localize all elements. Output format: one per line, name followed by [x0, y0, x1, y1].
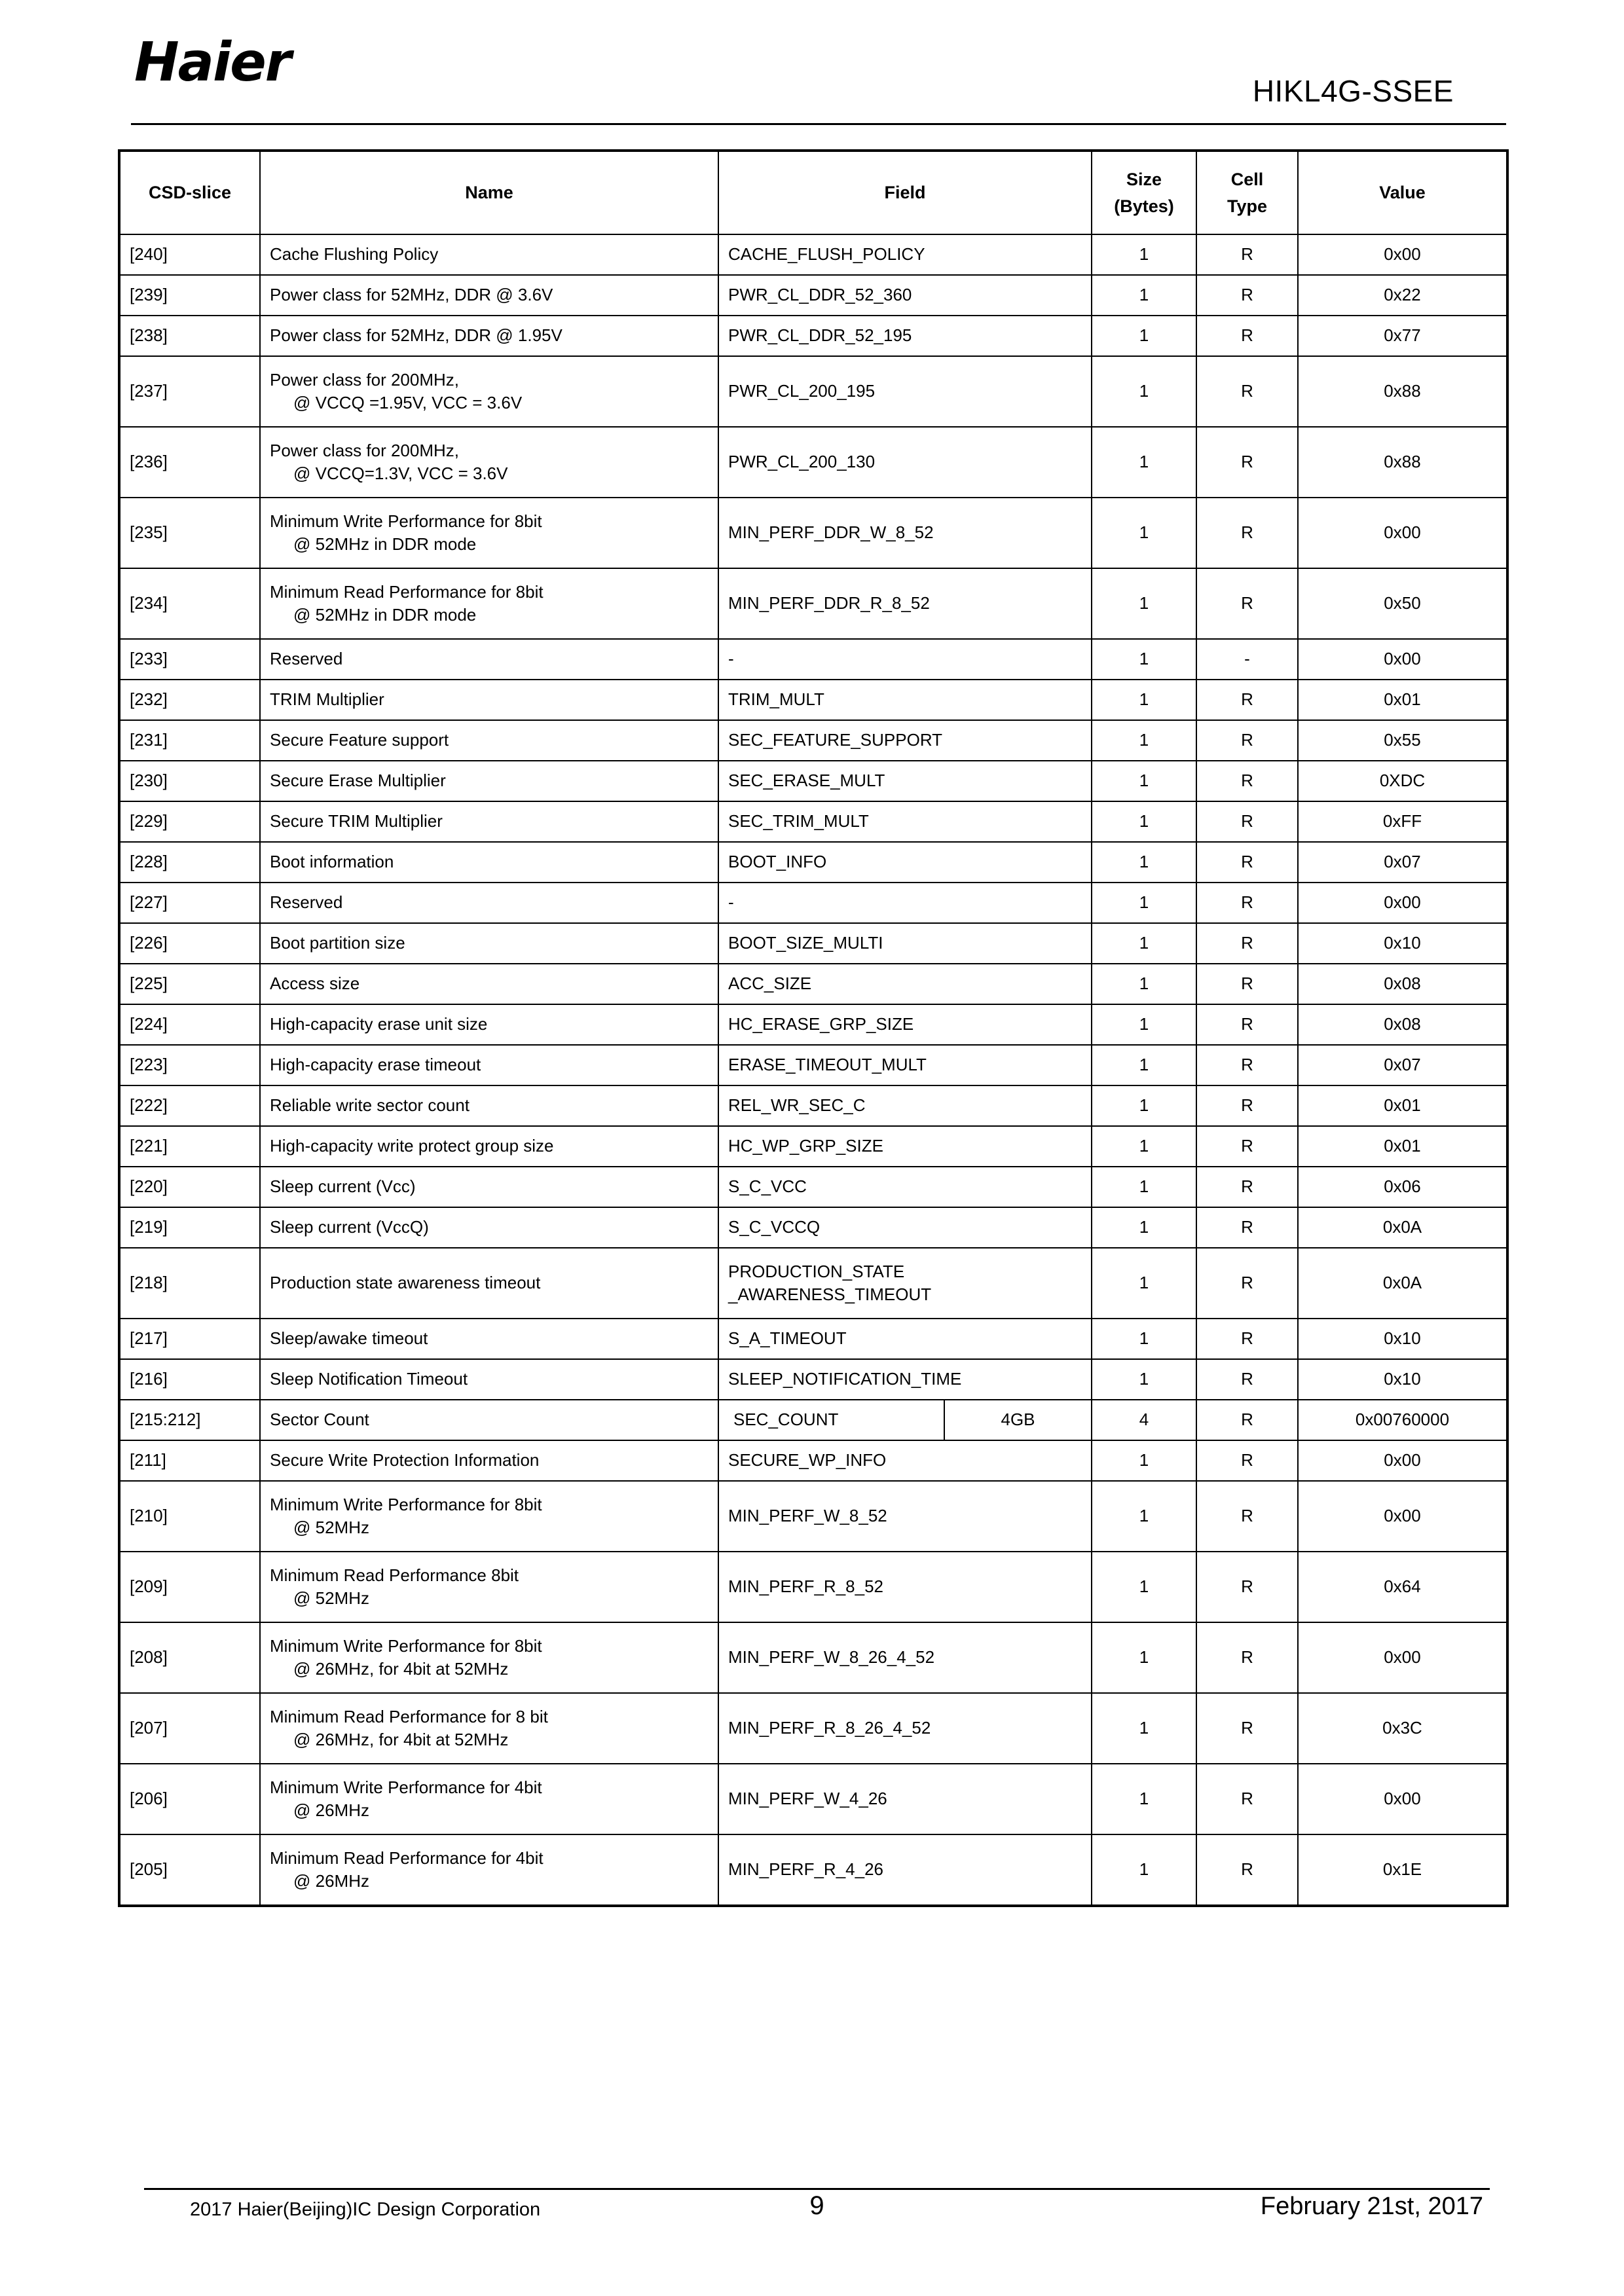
cell-value: 0x10 — [1298, 923, 1507, 964]
cell-value: 0x22 — [1298, 275, 1507, 316]
table-row — [119, 639, 1507, 680]
cell-size: 1 — [1092, 498, 1196, 568]
cell-csd-slice: [231] — [119, 720, 260, 761]
cell-size: 1 — [1092, 761, 1196, 801]
cell-name — [260, 498, 718, 568]
cell-name: Boot information — [260, 842, 718, 883]
col-header-size-line1: Size — [1126, 170, 1162, 189]
cell-csd-slice: [217] — [119, 1319, 260, 1359]
cell-field — [718, 1248, 1092, 1319]
cell-name: TRIM Multiplier — [260, 680, 718, 720]
cell-csd-slice: [229] — [119, 801, 260, 842]
cell-value: 0x08 — [1298, 1004, 1507, 1045]
cell-value: 0x88 — [1298, 356, 1507, 427]
cell-field: SEC_ERASE_MULT — [718, 761, 1092, 801]
cell-csd-slice: [238] — [119, 316, 260, 356]
cell-value: 0XDC — [1298, 761, 1507, 801]
cell-field: MIN_PERF_W_4_26 — [718, 1764, 1092, 1834]
cell-size: 1 — [1092, 1359, 1196, 1400]
cell-name: Access size — [260, 964, 718, 1004]
cell-field: PWR_CL_DDR_52_360 — [718, 275, 1092, 316]
cell-name: Sleep current (Vcc) — [260, 1167, 718, 1207]
cell-field: ACC_SIZE — [718, 964, 1092, 1004]
cell-csd-slice: [233] — [119, 639, 260, 680]
cell-size: 1 — [1092, 1319, 1196, 1359]
table-row — [119, 1359, 1507, 1400]
cell-csd-slice: [230] — [119, 761, 260, 801]
cell-name: High-capacity write protect group size — [260, 1126, 718, 1167]
cell-size: 1 — [1092, 883, 1196, 923]
cell-csd-slice: [224] — [119, 1004, 260, 1045]
cell-name: Power class for 52MHz, DDR @ 1.95V — [260, 316, 718, 356]
cell-cell-type: R — [1196, 568, 1298, 639]
table-row — [119, 923, 1507, 964]
table-row — [119, 568, 1507, 639]
cell-size: 1 — [1092, 923, 1196, 964]
cell-field: PWR_CL_DDR_52_195 — [718, 316, 1092, 356]
cell-csd-slice: [234] — [119, 568, 260, 639]
cell-value: 0x00 — [1298, 1440, 1507, 1481]
table-row — [119, 964, 1507, 1004]
cell-name-line2: @ VCCQ =1.95V, VCC = 3.6V — [293, 393, 523, 412]
page-header — [118, 26, 1506, 124]
cell-csd-slice: [225] — [119, 964, 260, 1004]
cell-name-line2: @ 26MHz, for 4bit at 52MHz — [293, 1659, 509, 1679]
table-row — [119, 680, 1507, 720]
cell-name: Cache Flushing Policy — [260, 234, 718, 275]
cell-value: 0x3C — [1298, 1693, 1507, 1764]
cell-size: 1 — [1092, 1248, 1196, 1319]
cell-size: 1 — [1092, 1167, 1196, 1207]
cell-cell-type: R — [1196, 1319, 1298, 1359]
cell-name: Secure TRIM Multiplier — [260, 801, 718, 842]
cell-name-line2: @ 52MHz — [293, 1518, 369, 1537]
header-divider — [131, 123, 1506, 125]
cell-csd-slice: [208] — [119, 1622, 260, 1693]
cell-value: 0x1E — [1298, 1834, 1507, 1906]
cell-cell-type: R — [1196, 1552, 1298, 1622]
cell-csd-slice: [207] — [119, 1693, 260, 1764]
cell-cell-type: R — [1196, 923, 1298, 964]
cell-name: High-capacity erase unit size — [260, 1004, 718, 1045]
cell-value: 0x77 — [1298, 316, 1507, 356]
cell-cell-type: R — [1196, 801, 1298, 842]
cell-value: 0x00 — [1298, 639, 1507, 680]
cell-cell-type: R — [1196, 427, 1298, 498]
cell-name — [260, 1552, 718, 1622]
cell-csd-slice: [227] — [119, 883, 260, 923]
cell-name-line1: Minimum Write Performance for 8bit — [270, 1635, 542, 1656]
table-row — [119, 275, 1507, 316]
cell-csd-slice: [235] — [119, 498, 260, 568]
cell-field: PWR_CL_200_195 — [718, 356, 1092, 427]
cell-value: 0x00 — [1298, 1764, 1507, 1834]
cell-csd-slice: [220] — [119, 1167, 260, 1207]
cell-field: PWR_CL_200_130 — [718, 427, 1092, 498]
cell-field: SEC_TRIM_MULT — [718, 801, 1092, 842]
cell-cell-type: R — [1196, 1693, 1298, 1764]
cell-name-line1: Minimum Write Performance for 8bit — [270, 511, 542, 531]
cell-size: 1 — [1092, 275, 1196, 316]
cell-name: Reliable write sector count — [260, 1085, 718, 1126]
cell-value: 0x07 — [1298, 1045, 1507, 1085]
cell-value: 0x00 — [1298, 498, 1507, 568]
cell-value: 0x00 — [1298, 1481, 1507, 1552]
cell-size: 1 — [1092, 427, 1196, 498]
table-row — [119, 1045, 1507, 1085]
cell-csd-slice: [236] — [119, 427, 260, 498]
footer-copyright: 2017 Haier(Beijing)IC Design Corporation — [190, 2199, 541, 2220]
cell-name: Secure Feature support — [260, 720, 718, 761]
page-footer — [118, 2188, 1506, 2236]
cell-value: 0x88 — [1298, 427, 1507, 498]
cell-csd-slice: [240] — [119, 234, 260, 275]
col-header-size — [1092, 151, 1196, 234]
col-header-field: Field — [718, 151, 1092, 234]
cell-csd-slice: [209] — [119, 1552, 260, 1622]
cell-name-line2: @ 52MHz in DDR mode — [293, 605, 477, 625]
cell-field: S_C_VCC — [718, 1167, 1092, 1207]
table-row — [119, 720, 1507, 761]
table-row — [119, 316, 1507, 356]
cell-csd-slice: [223] — [119, 1045, 260, 1085]
cell-value: 0x00760000 — [1298, 1400, 1507, 1440]
cell-field: CACHE_FLUSH_POLICY — [718, 234, 1092, 275]
cell-csd-slice: [239] — [119, 275, 260, 316]
col-header-size-line2: (Bytes) — [1114, 196, 1174, 216]
cell-value: 0x64 — [1298, 1552, 1507, 1622]
table-row — [119, 842, 1507, 883]
cell-field: S_C_VCCQ — [718, 1207, 1092, 1248]
cell-size: 1 — [1092, 842, 1196, 883]
cell-value: 0x00 — [1298, 1622, 1507, 1693]
cell-field: REL_WR_SEC_C — [718, 1085, 1092, 1126]
cell-field: MIN_PERF_W_8_26_4_52 — [718, 1622, 1092, 1693]
cell-cell-type: R — [1196, 1440, 1298, 1481]
cell-csd-slice: [222] — [119, 1085, 260, 1126]
cell-name: Production state awareness timeout — [260, 1248, 718, 1319]
cell-csd-slice: [206] — [119, 1764, 260, 1834]
cell-cell-type: R — [1196, 1045, 1298, 1085]
cell-size: 1 — [1092, 1004, 1196, 1045]
cell-name: Power class for 52MHz, DDR @ 3.6V — [260, 275, 718, 316]
table-header — [119, 151, 1507, 234]
cell-field: MIN_PERF_W_8_52 — [718, 1481, 1092, 1552]
cell-cell-type: R — [1196, 275, 1298, 316]
cell-value: 0x0A — [1298, 1248, 1507, 1319]
cell-name: High-capacity erase timeout — [260, 1045, 718, 1085]
cell-csd-slice: [216] — [119, 1359, 260, 1400]
table-row — [119, 801, 1507, 842]
cell-name-line1: Power class for 200MHz, — [270, 369, 459, 390]
cell-name-line2: @ 26MHz, for 4bit at 52MHz — [293, 1730, 509, 1749]
cell-cell-type: R — [1196, 1004, 1298, 1045]
cell-csd-slice: [215:212] — [119, 1400, 260, 1440]
cell-field: TRIM_MULT — [718, 680, 1092, 720]
cell-field: SECURE_WP_INFO — [718, 1440, 1092, 1481]
table-row — [119, 1552, 1507, 1622]
cell-name-line2: @ VCCQ=1.3V, VCC = 3.6V — [293, 464, 508, 483]
table-row — [119, 1319, 1507, 1359]
cell-field: - — [718, 883, 1092, 923]
cell-size: 1 — [1092, 964, 1196, 1004]
table-row — [119, 761, 1507, 801]
cell-name: Boot partition size — [260, 923, 718, 964]
cell-cell-type: - — [1196, 639, 1298, 680]
cell-name-line1: Power class for 200MHz, — [270, 440, 459, 460]
cell-cell-type: R — [1196, 1622, 1298, 1693]
cell-cell-type: R — [1196, 1481, 1298, 1552]
cell-name: Sleep Notification Timeout — [260, 1359, 718, 1400]
cell-name-line2: @ 52MHz — [293, 1588, 369, 1608]
table-row — [119, 1400, 1507, 1440]
csd-register-table — [118, 149, 1509, 1907]
cell-size: 1 — [1092, 1834, 1196, 1906]
cell-value: 0x01 — [1298, 1126, 1507, 1167]
table-row — [119, 883, 1507, 923]
cell-cell-type: R — [1196, 1207, 1298, 1248]
cell-field: HC_WP_GRP_SIZE — [718, 1126, 1092, 1167]
cell-field-line2: _AWARENESS_TIMEOUT — [728, 1285, 932, 1304]
cell-csd-slice: [237] — [119, 356, 260, 427]
cell-name-line1: Minimum Read Performance for 8bit — [270, 581, 544, 602]
col-header-name: Name — [260, 151, 718, 234]
cell-name: Secure Write Protection Information — [260, 1440, 718, 1481]
cell-field — [718, 1400, 1092, 1440]
cell-csd-slice: [226] — [119, 923, 260, 964]
cell-field: MIN_PERF_DDR_R_8_52 — [718, 568, 1092, 639]
cell-field: MIN_PERF_R_4_26 — [718, 1834, 1092, 1906]
table-row — [119, 1085, 1507, 1126]
cell-cell-type: R — [1196, 234, 1298, 275]
cell-value: 0x10 — [1298, 1359, 1507, 1400]
table-row — [119, 1126, 1507, 1167]
cell-size: 1 — [1092, 1085, 1196, 1126]
cell-csd-slice: [232] — [119, 680, 260, 720]
cell-cell-type: R — [1196, 1248, 1298, 1319]
haier-logo: Haier — [134, 31, 291, 94]
cell-value: 0xFF — [1298, 801, 1507, 842]
cell-cell-type: R — [1196, 356, 1298, 427]
table-row — [119, 356, 1507, 427]
cell-size: 1 — [1092, 234, 1196, 275]
cell-value: 0x01 — [1298, 1085, 1507, 1126]
cell-name-line1: Minimum Write Performance for 4bit — [270, 1777, 542, 1797]
cell-field: SLEEP_NOTIFICATION_TIME — [718, 1359, 1092, 1400]
cell-size: 1 — [1092, 1552, 1196, 1622]
cell-cell-type: R — [1196, 1400, 1298, 1440]
cell-name — [260, 1622, 718, 1693]
cell-size: 1 — [1092, 1045, 1196, 1085]
cell-cell-type: R — [1196, 1085, 1298, 1126]
cell-field: S_A_TIMEOUT — [718, 1319, 1092, 1359]
cell-size: 1 — [1092, 1764, 1196, 1834]
col-header-csd-slice: CSD-slice — [119, 151, 260, 234]
cell-value: 0x50 — [1298, 568, 1507, 639]
col-header-type-line2: Type — [1227, 196, 1267, 216]
cell-size: 1 — [1092, 1440, 1196, 1481]
cell-cell-type: R — [1196, 964, 1298, 1004]
cell-name-line1: Minimum Read Performance 8bit — [270, 1565, 519, 1585]
col-header-value: Value — [1298, 151, 1507, 234]
cell-cell-type: R — [1196, 1764, 1298, 1834]
cell-name: Sleep/awake timeout — [260, 1319, 718, 1359]
cell-value: 0x00 — [1298, 234, 1507, 275]
cell-size: 1 — [1092, 568, 1196, 639]
cell-cell-type: R — [1196, 680, 1298, 720]
cell-field-name: SEC_COUNT — [719, 1400, 945, 1440]
cell-name — [260, 1481, 718, 1552]
table-row — [119, 1764, 1507, 1834]
cell-value: 0x08 — [1298, 964, 1507, 1004]
cell-field: MIN_PERF_R_8_26_4_52 — [718, 1693, 1092, 1764]
table-row — [119, 1248, 1507, 1319]
table-row — [119, 1481, 1507, 1552]
cell-csd-slice: [218] — [119, 1248, 260, 1319]
cell-size: 1 — [1092, 1207, 1196, 1248]
cell-value: 0x0A — [1298, 1207, 1507, 1248]
table-row — [119, 1440, 1507, 1481]
cell-value: 0x10 — [1298, 1319, 1507, 1359]
cell-field: ERASE_TIMEOUT_MULT — [718, 1045, 1092, 1085]
cell-size: 1 — [1092, 801, 1196, 842]
cell-name: Reserved — [260, 883, 718, 923]
cell-field: MIN_PERF_R_8_52 — [718, 1552, 1092, 1622]
cell-size: 4 — [1092, 1400, 1196, 1440]
cell-field-capacity: 4GB — [1001, 1410, 1035, 1430]
cell-size: 1 — [1092, 1622, 1196, 1693]
cell-size: 1 — [1092, 720, 1196, 761]
table-body — [119, 234, 1507, 1906]
cell-name-line1: Minimum Read Performance for 8 bit — [270, 1706, 548, 1726]
table-row — [119, 234, 1507, 275]
footer-page-number: 9 — [809, 2191, 824, 2220]
cell-name: Sector Count — [260, 1400, 718, 1440]
table-row — [119, 1834, 1507, 1906]
cell-name — [260, 427, 718, 498]
cell-cell-type: R — [1196, 883, 1298, 923]
cell-size: 1 — [1092, 356, 1196, 427]
cell-cell-type: R — [1196, 498, 1298, 568]
cell-value: 0x06 — [1298, 1167, 1507, 1207]
cell-cell-type: R — [1196, 1359, 1298, 1400]
cell-size: 1 — [1092, 316, 1196, 356]
cell-cell-type: R — [1196, 1834, 1298, 1906]
cell-value: 0x01 — [1298, 680, 1507, 720]
cell-value: 0x07 — [1298, 842, 1507, 883]
cell-cell-type: R — [1196, 842, 1298, 883]
cell-cell-type: R — [1196, 1126, 1298, 1167]
cell-field: HC_ERASE_GRP_SIZE — [718, 1004, 1092, 1045]
table-row — [119, 498, 1507, 568]
cell-value: 0x55 — [1298, 720, 1507, 761]
cell-name-line1: Minimum Read Performance for 4bit — [270, 1848, 544, 1868]
document-title: HIKL4G-SSEE — [1252, 74, 1454, 108]
cell-name — [260, 568, 718, 639]
cell-cell-type: R — [1196, 720, 1298, 761]
csd-table-container — [118, 149, 1506, 1907]
cell-csd-slice: [210] — [119, 1481, 260, 1552]
cell-name-line2: @ 26MHz — [293, 1871, 369, 1891]
cell-value: 0x00 — [1298, 883, 1507, 923]
cell-size: 1 — [1092, 1693, 1196, 1764]
footer-date: February 21st, 2017 — [1260, 2193, 1483, 2220]
cell-name-line2: @ 52MHz in DDR mode — [293, 534, 477, 554]
cell-name-line2: @ 26MHz — [293, 1800, 369, 1820]
table-row — [119, 427, 1507, 498]
col-header-type-line1: Cell — [1230, 170, 1264, 189]
cell-name — [260, 356, 718, 427]
cell-size: 1 — [1092, 1126, 1196, 1167]
cell-name-line1: Minimum Write Performance for 8bit — [270, 1494, 542, 1514]
cell-name — [260, 1764, 718, 1834]
cell-name: Secure Erase Multiplier — [260, 761, 718, 801]
col-header-cell-type — [1196, 151, 1298, 234]
table-row — [119, 1622, 1507, 1693]
cell-csd-slice: [219] — [119, 1207, 260, 1248]
cell-field: BOOT_SIZE_MULTI — [718, 923, 1092, 964]
cell-csd-slice: [211] — [119, 1440, 260, 1481]
cell-field: BOOT_INFO — [718, 842, 1092, 883]
table-row — [119, 1693, 1507, 1764]
cell-field-line1: PRODUCTION_STATE — [728, 1261, 905, 1281]
cell-field: SEC_FEATURE_SUPPORT — [718, 720, 1092, 761]
cell-name — [260, 1834, 718, 1906]
cell-cell-type: R — [1196, 316, 1298, 356]
cell-size: 1 — [1092, 1481, 1196, 1552]
cell-name: Reserved — [260, 639, 718, 680]
table-row — [119, 1207, 1507, 1248]
table-row — [119, 1004, 1507, 1045]
cell-csd-slice: [205] — [119, 1834, 260, 1906]
cell-field: MIN_PERF_DDR_W_8_52 — [718, 498, 1092, 568]
cell-size: 1 — [1092, 639, 1196, 680]
table-row — [119, 1167, 1507, 1207]
cell-field: - — [718, 639, 1092, 680]
cell-cell-type: R — [1196, 1167, 1298, 1207]
cell-csd-slice: [228] — [119, 842, 260, 883]
cell-cell-type: R — [1196, 761, 1298, 801]
cell-name: Sleep current (VccQ) — [260, 1207, 718, 1248]
cell-csd-slice: [221] — [119, 1126, 260, 1167]
cell-name — [260, 1693, 718, 1764]
cell-size: 1 — [1092, 680, 1196, 720]
